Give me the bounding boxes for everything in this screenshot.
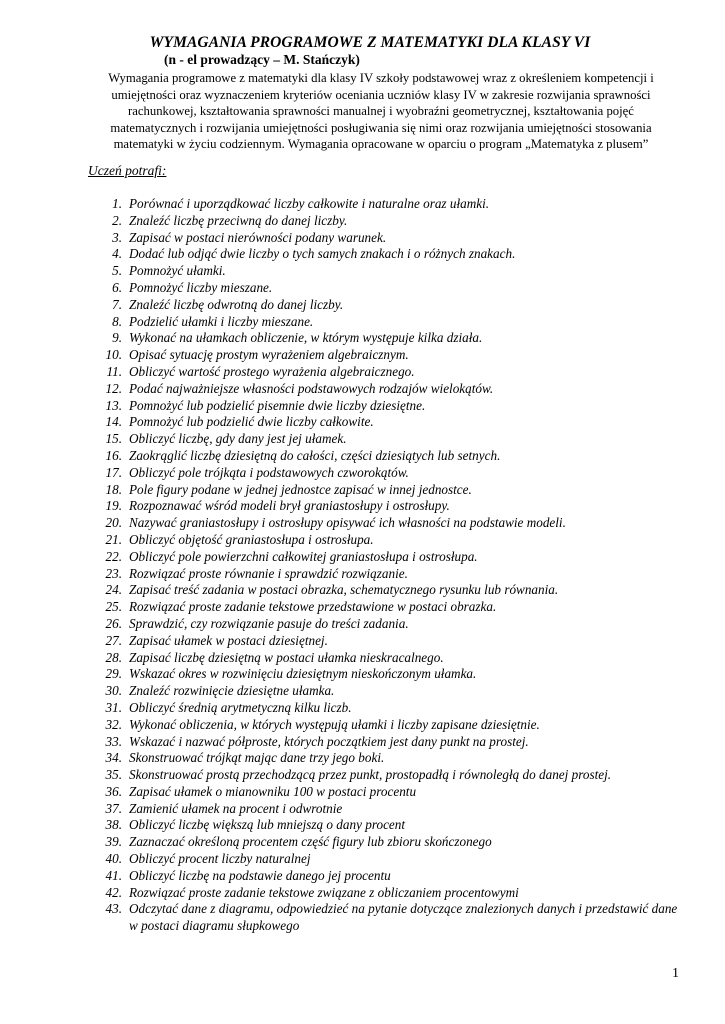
list-item-text: Znaleźć liczbę przeciwną do danej liczby. [129, 212, 348, 228]
list-item-text: Zapisać liczbę dziesiętną w postaci ułamka nieskracalnego. [129, 649, 444, 665]
list-item-number: 23. [105, 565, 122, 581]
list-item [88, 599, 678, 616]
list-item-text: Podać najważniejsze własności podstawowych rodzajów wielokątów. [129, 380, 494, 396]
intro-paragraph [86, 70, 676, 153]
list-item-text: Wskazać okres w rozwinięciu dziesiętnym nieskończonym ułamka. [129, 666, 477, 682]
list-item-text: Obliczyć liczbę na podstawie danego jej procentu [129, 867, 391, 883]
list-item-number: 14. [105, 414, 122, 430]
list-item [88, 650, 678, 667]
list-item-number: 3. [112, 229, 122, 245]
list-item-number: 17. [105, 464, 122, 480]
document-title: WYMAGANIA PROGRAMOWE Z MATEMATYKI DLA KLASY VI [149, 34, 591, 51]
list-item-text: Rozwiązać proste zadanie tekstowe związane z obliczaniem procentowymi [129, 884, 519, 900]
list-item [88, 532, 678, 549]
list-item [88, 666, 678, 683]
intro-line: umiejętności oraz wyznaczeniem kryteriów oceniania uczniów klasy IV w zakresie rozwijania sprawności [111, 87, 651, 102]
list-item [88, 381, 678, 398]
list-item [88, 431, 678, 448]
intro-line: rachunkowej, kształtowania sprawności manualnej i wyobraźni geometrycznej, kształtowania pojęć [128, 104, 634, 119]
list-item-text: Obliczyć wartość prostego wyrażenia algebraicznego. [129, 363, 415, 379]
list-item [88, 246, 678, 263]
list-item-text: Rozpoznawać wśród modeli brył graniastosłupy i ostrosłupy. [129, 498, 450, 514]
list-item-number: 36. [105, 783, 122, 799]
list-item-number: 16. [105, 447, 122, 463]
list-item [88, 414, 678, 431]
list-item-number: 39. [105, 834, 122, 850]
list-item [88, 834, 678, 851]
list-item-text: Znaleźć liczbę odwrotną do danej liczby. [129, 296, 344, 312]
list-item-text: Zapisać treść zadania w postaci obrazka, schematycznego rysunku lub równania. [129, 582, 559, 598]
list-item [88, 734, 678, 751]
list-item-text: Pomnożyć ułamki. [129, 263, 226, 279]
list-item-number: 8. [112, 313, 122, 329]
list-item [88, 901, 678, 935]
list-item-number: 21. [105, 531, 122, 547]
list-item-number: 38. [105, 817, 122, 833]
list-item [88, 767, 678, 784]
list-item-text: Pole figury podane w jednej jednostce zapisać w innej jednostce. [129, 481, 472, 497]
list-item-number: 27. [105, 632, 122, 648]
list-item-text: Porównać i uporządkować liczby całkowite i naturalne oraz ułamki. [129, 196, 490, 211]
list-item [88, 700, 678, 717]
list-item-text: Obliczyć procent liczby naturalnej [129, 851, 311, 867]
list-item-text: Zapisać ułamek w postaci dziesiętnej. [129, 632, 328, 648]
list-item-number: 32. [105, 716, 122, 732]
list-item-number: 22. [105, 548, 122, 564]
list-item [88, 330, 678, 347]
list-item-text: Podzielić ułamki i liczby mieszane. [129, 313, 314, 329]
list-item-number: 15. [105, 431, 122, 447]
list-item [88, 616, 678, 633]
intro-line: matematyki w życiu codziennym. Wymagania opracowane w oparciu o program „Matematyka z plusem” [113, 137, 649, 152]
list-item-number: 12. [105, 380, 122, 396]
list-item-number: 31. [105, 699, 122, 715]
list-item-text: Opisać sytuację prostym wyrażeniem algebraicznym. [129, 347, 409, 363]
list-item-text: Obliczyć średnią arytmetyczną kilku liczb. [129, 699, 352, 715]
list-item [88, 801, 678, 818]
list-item-number: 24. [105, 582, 122, 598]
list-item-text: Skonstruować trójkąt mając dane trzy jego boki. [129, 750, 385, 766]
list-item-number: 26. [105, 615, 122, 631]
list-item-number: 35. [105, 767, 122, 783]
list-item-number: 19. [105, 498, 122, 514]
list-item-number: 34. [105, 750, 122, 766]
list-item [88, 230, 678, 247]
list-item-text: Zaznaczać określoną procentem część figury lub zbioru skończonego [129, 834, 492, 850]
list-item-text: Skonstruować prostą przechodzącą przez punkt, prostopadłą i równoległą do danej prostej. [129, 767, 612, 783]
list-item-text: Wykonać na ułamkach obliczenie, w którym występuje kilka działa. [129, 330, 483, 346]
section-heading: Uczeń potrafi: [88, 163, 167, 178]
list-item-number: 42. [105, 884, 122, 900]
list-item [88, 633, 678, 650]
list-item-text: Zaokrąglić liczbę dziesiętną do całości, części dziesiątych lub setnych. [129, 447, 501, 463]
list-item [88, 498, 678, 515]
list-item-number: 13. [105, 397, 122, 413]
list-item [88, 364, 678, 381]
list-item [88, 868, 678, 885]
list-item-number: 40. [105, 851, 122, 867]
list-item [88, 196, 678, 213]
list-item [88, 263, 678, 280]
list-item-number: 10. [105, 347, 122, 363]
list-item [88, 750, 678, 767]
list-item [88, 482, 678, 499]
list-item [88, 566, 678, 583]
list-item-text: Nazywać graniastosłupy i ostrosłupy opisywać ich własności na podstawie modeli. [129, 515, 566, 531]
list-item-number: 2. [112, 212, 122, 228]
page-number: 1 [672, 966, 679, 981]
list-item-number: 41. [105, 867, 122, 883]
list-item-number: 29. [105, 666, 122, 682]
list-item-number: 9. [112, 330, 122, 346]
list-item-number: 4. [112, 246, 122, 262]
list-item [88, 465, 678, 482]
list-item [88, 213, 678, 230]
list-item-number: 37. [105, 800, 122, 816]
list-item [88, 515, 678, 532]
list-item-text: Odczytać dane z diagramu, odpowiedzieć na pytanie dotyczące znalezionych danych i przedstawić dane w postaci diagramu słupkowego [129, 901, 678, 934]
list-item-number: 43. [105, 901, 122, 917]
list-item-text: Znaleźć rozwinięcie dziesiętne ułamka. [129, 683, 335, 699]
list-item-text: Pomnożyć liczby mieszane. [129, 279, 273, 295]
list-item-text: Dodać lub odjąć dwie liczby o tych samych znakach i o różnych znakach. [129, 246, 516, 262]
list-item-text: Obliczyć pole trójkąta i podstawowych czworokątów. [129, 464, 409, 480]
list-item-text: Obliczyć liczbę, gdy dany jest jej ułamek. [129, 431, 347, 447]
list-item-text: Zapisać w postaci nierówności podany warunek. [129, 229, 387, 245]
list-item [88, 885, 678, 902]
list-item [88, 784, 678, 801]
list-item [88, 280, 678, 297]
list-item-number: 5. [112, 263, 122, 279]
list-item-number: 18. [105, 481, 122, 497]
list-item-number: 20. [105, 515, 122, 531]
requirements-list [88, 196, 678, 935]
list-item [88, 582, 678, 599]
list-item [88, 683, 678, 700]
list-item-number: 7. [112, 296, 122, 312]
list-item-text: Sprawdzić, czy rozwiązanie pasuje do treści zadania. [129, 615, 409, 631]
list-item-text: Zamienić ułamek na procent i odwrotnie [129, 800, 343, 816]
list-item-text: Obliczyć liczbę większą lub mniejszą o dany procent [129, 817, 406, 833]
list-item-text: Zapisać ułamek o mianowniku 100 w postaci procentu [129, 783, 417, 799]
list-item-text: Pomnożyć lub podzielić pisemnie dwie liczby dziesiętne. [129, 397, 426, 413]
list-item-number: 30. [105, 683, 122, 699]
list-item [88, 347, 678, 364]
list-item [88, 297, 678, 314]
list-item-number: 1. [112, 196, 122, 211]
list-item-text: Rozwiązać proste równanie i sprawdzić rozwiązanie. [129, 565, 408, 581]
list-item-number: 25. [105, 599, 122, 615]
list-item [88, 549, 678, 566]
list-item-text: Pomnożyć lub podzielić dwie liczby całkowite. [129, 414, 374, 430]
list-item-number: 33. [105, 733, 122, 749]
list-item-text: Obliczyć pole powierzchni całkowitej graniastosłupa i ostrosłupa. [129, 548, 478, 564]
list-item [88, 448, 678, 465]
list-item [88, 398, 678, 415]
intro-line: Wymagania programowe z matematyki dla klasy IV szkoły podstawowej wraz z określeniem kompetencji i [108, 71, 654, 85]
list-item-text: Wykonać obliczenia, w których występują ułamki i liczby zapisane dziesiętnie. [129, 716, 540, 732]
list-item-number: 6. [112, 279, 122, 295]
list-item [88, 314, 678, 331]
intro-line: matematycznych i rozwijania umiejętności posługiwania się nimi oraz rozwijania umiejętności stosowania [110, 120, 652, 135]
list-item-text: Rozwiązać proste zadanie tekstowe przedstawione w postaci obrazka. [129, 599, 497, 615]
list-item [88, 717, 678, 734]
list-item-text: Obliczyć objętość graniastosłupa i ostrosłupa. [129, 531, 374, 547]
list-item-number: 28. [105, 649, 122, 665]
list-item-text: Wskazać i nazwać półproste, których początkiem jest dany punkt na prostej. [129, 733, 529, 749]
document-subtitle: (n - el prowadzący – M. Stańczyk) [164, 52, 360, 67]
list-item [88, 851, 678, 868]
list-item-number: 11. [106, 363, 122, 379]
list-item [88, 817, 678, 834]
